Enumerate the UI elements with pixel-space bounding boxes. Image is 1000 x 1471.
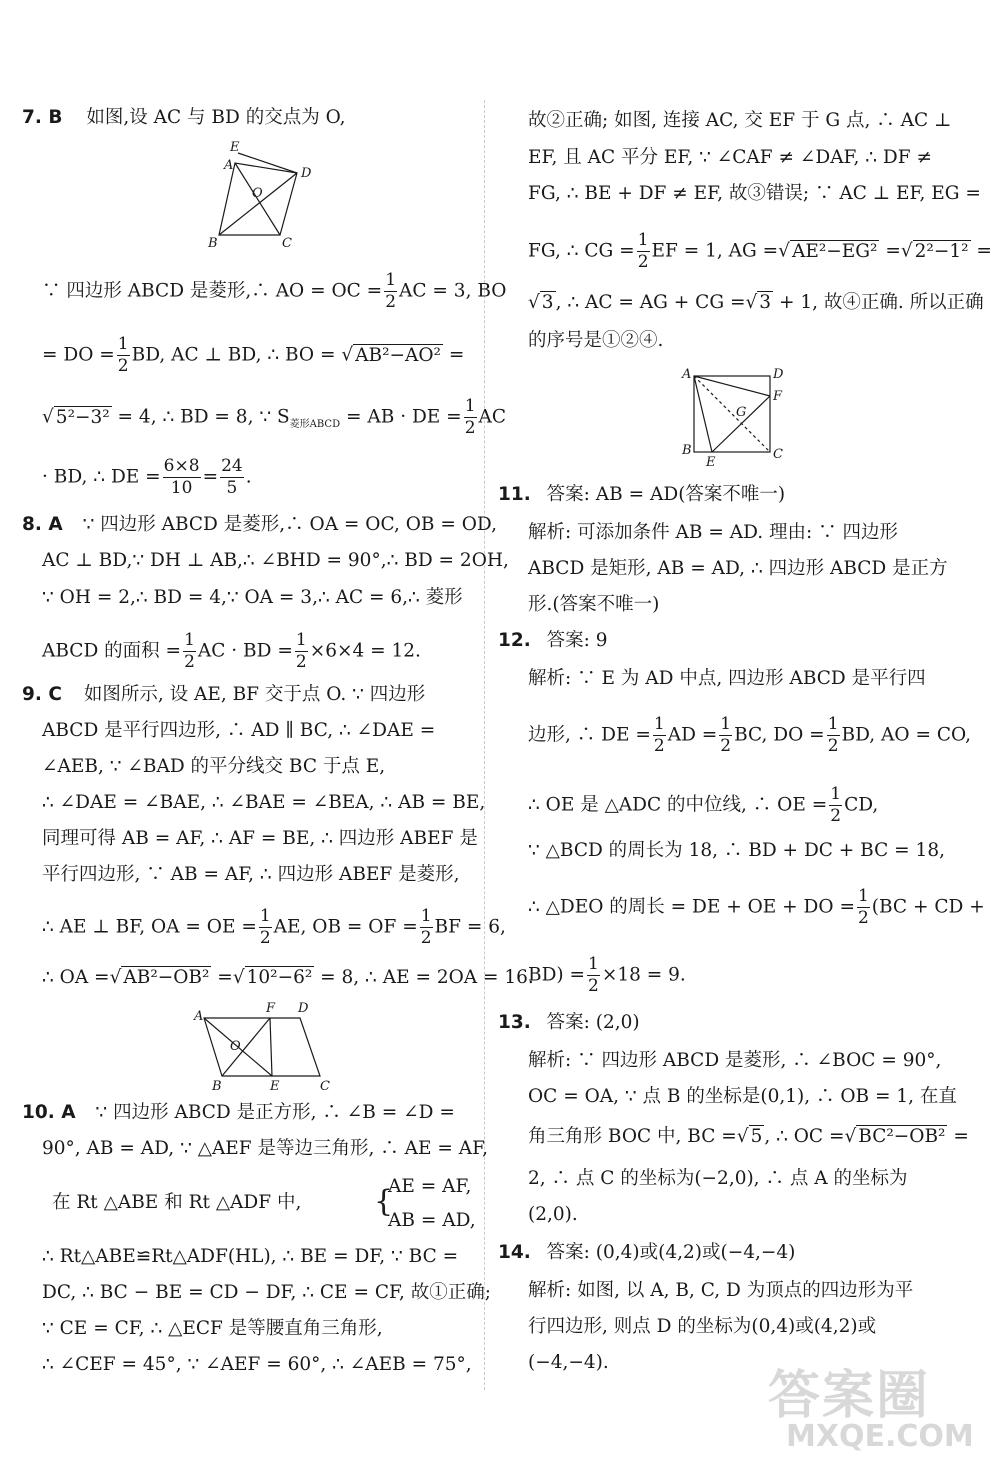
q12-line-6: BD) = $\frac{1}{2}$ ×18 = 9. xyxy=(528,954,686,996)
fraction: $\frac{1}{2}$ xyxy=(830,784,842,826)
q10-line-3: 在 Rt △ABE 和 Rt △ADF 中, xyxy=(52,1192,302,1213)
q7-fig-label-e: E xyxy=(230,140,240,155)
fraction: $\frac{1}{2}$ xyxy=(420,906,432,948)
fraction: $\frac{24}{5}$ xyxy=(221,456,243,498)
q10-fig-label-d: D xyxy=(773,367,784,382)
q7-number: 7. B xyxy=(22,107,63,128)
q9-number: 9. C xyxy=(22,684,62,705)
q9-parallelogram-figure xyxy=(190,1000,350,1092)
q10cont-line-4: FG, ∴ CG = $\frac{1}{2}$ EF = 1, AG =√ AE²−EG² =√ 2²−1² = xyxy=(528,230,992,272)
q9-line-4: ∴ ∠DAE = ∠BAE, ∴ ∠BAE = ∠BEA, ∴ AB = BE, xyxy=(42,792,486,813)
fraction: $\frac{1}{2}$ xyxy=(720,714,732,756)
q8-line-1: 8. A ∵ 四边形 ABCD 是菱形,∴ OA = OC, OB = OD, xyxy=(22,514,497,535)
fraction: $\frac{1}{2}$ xyxy=(464,396,476,438)
q7-line-1: 7. B 如图,设 AC 与 BD 的交点为 O, xyxy=(22,107,346,128)
q11-line-1: 解析: 可添加条件 AB = AD. 理由: ∵ 四边形 xyxy=(528,522,899,543)
q10-system-line-1: AE = AF, xyxy=(388,1176,472,1197)
q10-line-2: 90°, AB = AD, ∵ △AEF 是等边三角形, ∴ AE = AF, xyxy=(42,1138,488,1159)
q11-line-ans: 11. 答案: AB = AD(答案不唯一) xyxy=(498,484,786,505)
q8-line-4: ABCD 的面积 = $\frac{1}{2}$ AC · BD = $\frac{1}{2}$ ×6×4 = 12. xyxy=(42,630,421,672)
q7-fig-label-o: O xyxy=(252,186,263,201)
fraction: $\frac{1}{2}$ xyxy=(184,630,195,672)
q14-line-2: 行四边形, 则点 D 的坐标为(0,4)或(4,2)或 xyxy=(528,1316,877,1337)
q10cont-line-5: √ 3 , ∴ AC = AG + CG =√ 3 + 1, 故④正确. 所以正确 xyxy=(528,292,984,313)
fraction: $\frac{1}{2}$ xyxy=(653,714,665,756)
fraction: $\frac{1}{2}$ xyxy=(295,630,307,672)
q10cont-line-3: FG, ∴ BE + DF ≠ EF, 故③错误; ∵ AC ⊥ EF, EG = xyxy=(528,183,981,204)
q11-line-3: 形.(答案不唯一) xyxy=(528,594,660,615)
watermark-logo: 答案圈 MXQE.COM xyxy=(768,1366,974,1454)
fraction: $\frac{1}{2}$ xyxy=(827,714,839,756)
q10cont-line-2: EF, 且 AC 平分 EF, ∵ ∠CAF ≠ ∠DAF, ∴ DF ≠ xyxy=(528,147,932,168)
q7-fig-label-c: C xyxy=(282,236,292,250)
q14-line-3: (−4,−4). xyxy=(528,1352,609,1373)
q12-line-ans: 12. 答案: 9 xyxy=(498,630,608,651)
q9-fig-label-c: C xyxy=(320,1079,330,1092)
q12-line-2: 边形, ∴ DE = $\frac{1}{2}$ AD = $\frac{1}{2}$ BC, DO = $\frac{1}{2}$ BD, AO = CO, xyxy=(528,714,971,756)
q8-number: 8. A xyxy=(22,514,63,535)
q12-number: 12. xyxy=(498,630,531,651)
q10-line-4: ∴ Rt△ABE≌Rt△ADF(HL), ∴ BE = DF, ∵ BC = xyxy=(42,1246,459,1267)
q10-fig-label-g: G xyxy=(736,405,747,420)
q10-fig-label-c: C xyxy=(773,447,783,462)
q10-fig-label-b: B xyxy=(682,443,692,458)
fraction: $\frac{1}{2}$ xyxy=(259,906,271,948)
q7-fig-label-b: B xyxy=(208,236,218,250)
q9-line-1: 9. C 如图所示, 设 AE, BF 交于点 O. ∵ 四边形 xyxy=(22,684,426,705)
q13-line-1: 解析: ∵ 四边形 ABCD 是菱形, ∴ ∠BOC = 90°, xyxy=(528,1050,942,1071)
q9-fig-label-o: O xyxy=(230,1039,241,1054)
q10-square-figure xyxy=(676,362,786,470)
q9-fig-label-e: E xyxy=(270,1079,280,1092)
q12-line-1: 解析: ∵ E 为 AD 中点, 四边形 ABCD 是平行四 xyxy=(528,668,926,689)
q7-fig-label-a: A xyxy=(224,158,234,173)
q10cont-line-1: 故②正确; 如图, 连接 AC, 交 EF 于 G 点, ∴ AC ⊥ xyxy=(528,110,952,131)
q7-line-4: √ 5²−3² = 4, ∴ BD = 8, ∵ $S_{菱形ABCD}$ = AB · DE = $\frac{1}{2}$ AC xyxy=(42,396,507,438)
q7-line-2: ∵ 四边形 ABCD 是菱形,∴ AO = OC = $\frac{1}{2}$ AC = 3, BO xyxy=(42,270,507,312)
q7-fig-label-d: D xyxy=(301,166,312,181)
q10-line-7: ∴ ∠CEF = 45°, ∵ ∠AEF = 60°, ∴ ∠AEB = 75°, xyxy=(42,1354,472,1375)
q10-line-6: ∵ CE = CF, ∴ △ECF 是等腰直角三角形, xyxy=(42,1318,383,1339)
fraction: $\frac{1}{2}$ xyxy=(385,270,397,312)
q13-line-2: OC = OA, ∵ 点 B 的坐标是(0,1), ∴ OB = 1, 在直 xyxy=(528,1086,957,1107)
q14-line-ans: 14. 答案: (0,4)或(4,2)或(−4,−4) xyxy=(498,1242,796,1263)
fraction: $\frac{1}{2}$ xyxy=(637,230,649,272)
q9-line-7: ∴ AE ⊥ BF, OA = OE = $\frac{1}{2}$ AE, OB = OF = $\frac{1}{2}$ BF = 6, xyxy=(42,906,506,948)
q10-system-brace: { xyxy=(374,1184,394,1219)
q9-line-8: ∴ OA =√ AB²−OB² =√ 10²−6² = 8, ∴ AE = 2OA = 16. xyxy=(42,967,534,988)
q9-fig-label-f: F xyxy=(266,1001,276,1016)
q9-fig-label-d: D xyxy=(298,1001,309,1016)
q10-number: 10. A xyxy=(22,1102,76,1123)
q12-line-4: ∵ △BCD 的周长为 18, ∴ BD + DC + BC = 18, xyxy=(528,840,945,861)
q10cont-line-6: 的序号是①②④. xyxy=(528,330,664,351)
fraction: $\frac{1}{2}$ xyxy=(117,334,129,376)
q8-line-2: AC ⊥ BD,∵ DH ⊥ AB,∴ ∠BHD = 90°,∴ BD = 2OH, xyxy=(42,550,509,571)
fraction: $\frac{1}{2}$ xyxy=(588,954,599,996)
q10-line-1: 10. A ∵ 四边形 ABCD 是正方形, ∴ ∠B = ∠D = xyxy=(22,1102,455,1123)
fraction: $\frac{6\times 8}{10}$ xyxy=(163,456,200,498)
q9-line-3: ∠AEB, ∵ ∠BAD 的平分线交 BC 于点 E, xyxy=(42,756,386,777)
q7-rhombus-figure xyxy=(202,135,312,250)
q10-line-5: DC, ∴ BC − BE = CD − DF, ∴ CE = CF, 故①正确; xyxy=(42,1282,491,1303)
q10-system-line-2: AB = AD, xyxy=(388,1210,476,1231)
q10-fig-label-e: E xyxy=(706,455,716,470)
q7-line-3: = DO = $\frac{1}{2}$ BD, AC ⊥ BD, ∴ BO = √ AB²−AO² = xyxy=(42,334,465,376)
q8-line-3: ∵ OH = 2,∴ BD = 4,∵ OA = 3,∴ AC = 6,∴ 菱形 xyxy=(42,587,463,608)
q11-line-2: ABCD 是矩形, AB = AD, ∴ 四边形 ABCD 是正方 xyxy=(528,558,948,579)
q9-fig-label-b: B xyxy=(212,1079,222,1092)
q10-fig-label-a: A xyxy=(682,367,692,382)
q7-line-5: · BD, ∴ DE = $\frac{6\times 8}{10}$ = $\frac{24}{5}$ . xyxy=(42,456,252,498)
q13-line-ans: 13. 答案: (2,0) xyxy=(498,1012,640,1033)
q9-fig-label-a: A xyxy=(194,1009,204,1024)
q9-line-5: 同理可得 AB = AF, ∴ AF = BE, ∴ 四边形 ABEF 是 xyxy=(42,828,478,849)
q11-number: 11. xyxy=(498,484,531,505)
q9-line-2: ABCD 是平行四边形, ∴ AD ∥ BC, ∴ ∠DAE = xyxy=(42,720,436,741)
fraction: $\frac{1}{2}$ xyxy=(857,886,869,928)
q10-fig-label-f: F xyxy=(773,389,783,404)
q12-line-3: ∴ OE 是 △ADC 的中位线, ∴ OE = $\frac{1}{2}$ CD, xyxy=(528,784,879,826)
q14-number: 14. xyxy=(498,1242,531,1263)
q13-line-3: 角三角形 BOC 中, BC =√ 5 , ∴ OC =√ BC²−OB² = xyxy=(528,1126,969,1147)
q12-line-5: ∴ △DEO 的周长 = DE + OE + DO = $\frac{1}{2}$ (BC + CD + xyxy=(528,886,985,928)
q9-line-6: 平行四边形, ∵ AB = AF, ∴ 四边形 ABEF 是菱形, xyxy=(42,864,460,885)
q14-line-1: 解析: 如图, 以 A, B, C, D 为顶点的四边形为平 xyxy=(528,1280,914,1301)
q13-line-5: (2,0). xyxy=(528,1204,578,1225)
q13-number: 13. xyxy=(498,1012,531,1033)
q13-line-4: 2, ∴ 点 C 的坐标为(−2,0), ∴ 点 A 的坐标为 xyxy=(528,1168,908,1189)
